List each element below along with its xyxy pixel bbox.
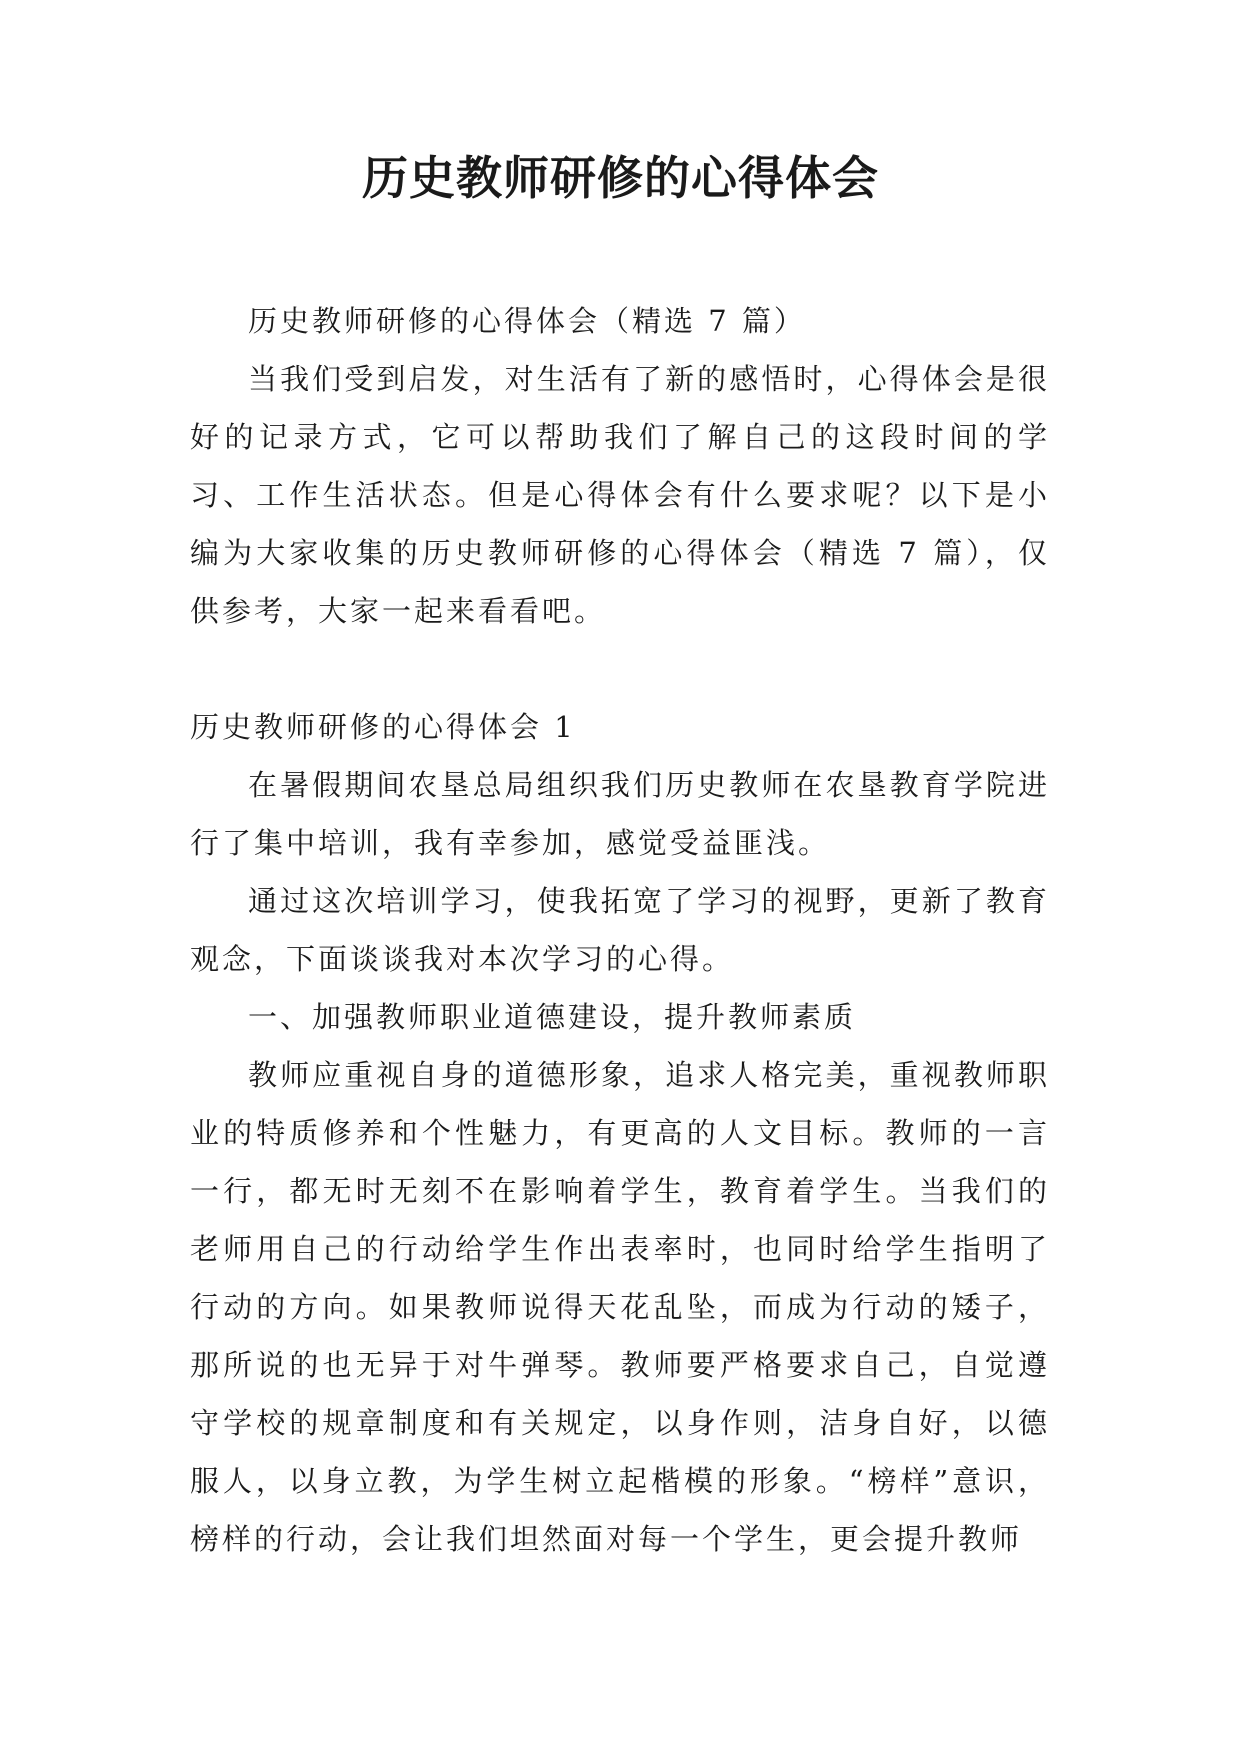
body-paragraph: 通过这次培训学习，使我拓宽了学习的视野，更新了教育观念，下面谈谈我对本次学习的心得。: [190, 884, 1050, 976]
subsection-heading: 一、加强教师职业道德建设，提升教师素质: [248, 1000, 857, 1034]
document-body: [190, 292, 1050, 1568]
document-subtitle: 历史教师研修的心得体会（精选 7 篇）: [248, 304, 806, 338]
intro-paragraph: 当我们受到启发，对生活有了新的感悟时，心得体会是很好的记录方式，它可以帮助我们了解自己的这段时间的学习、工作生活状态。但是心得体会有什么要求呢？以下是小编为大家收集的历史教师研修的心得体会（精选 7 篇），仅供参考，大家一起来看看吧。: [190, 362, 1050, 628]
section-heading: 历史教师研修的心得体会 1: [190, 710, 576, 744]
body-paragraph: 在暑假期间农垦总局组织我们历史教师在农垦教育学院进行了集中培训，我有幸参加，感觉受益匪浅。: [190, 768, 1050, 860]
body-paragraph: 教师应重视自身的道德形象，追求人格完美，重视教师职业的特质修养和个性魅力，有更高的人文目标。教师的一言一行，都无时无刻不在影响着学生，教育着学生。当我们的老师用自己的行动给学生作出表率时，也同时给学生指明了行动的方向。如果教师说得天花乱坠，而成为行动的矮子，那所说的也无异于对牛弹琴。教师要严格要求自己，自觉遵守学校的规章制度和有关规定，以身作则，洁身自好，以德服人，以身立教，为学生树立起楷模的形象。“榜样”意识，榜样的行动，会让我们坦然面对每一个学生，更会提升教师: [190, 1058, 1050, 1556]
document-title: 历史教师研修的心得体会: [362, 151, 879, 205]
